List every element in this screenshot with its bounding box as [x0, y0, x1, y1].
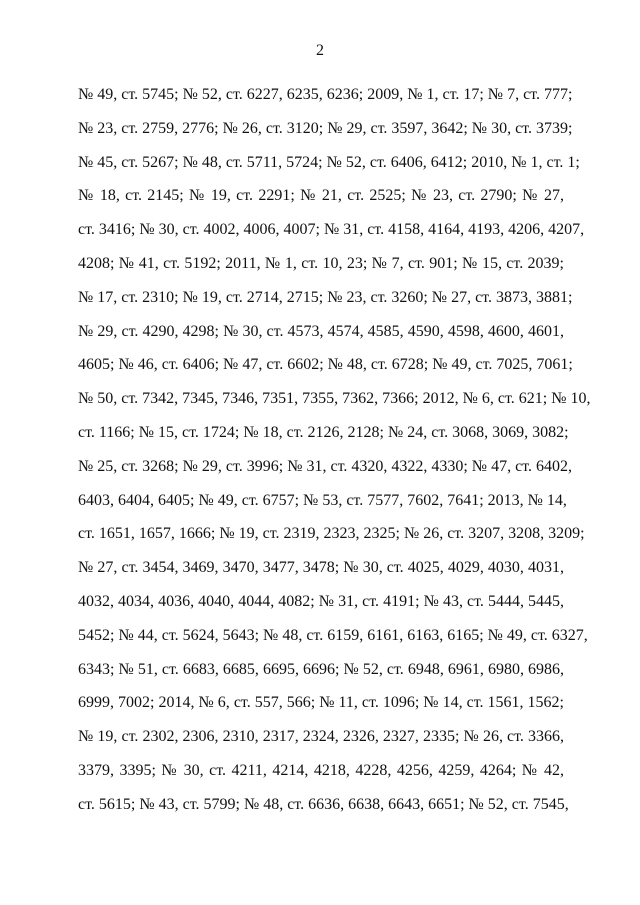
text-line: № 27, ст. 3454, 3469, 3470, 3477, 3478; № 30, ст. 4025, 4029, 4030, 4031,: [78, 559, 564, 577]
text-line: 6999, 7002; 2014, № 6, ст. 557, 566; № 11, ст. 1096; № 14, ст. 1561, 1562;: [78, 694, 564, 712]
text-line: № 23, ст. 2759, 2776; № 26, ст. 3120; № 29, ст. 3597, 3642; № 30, ст. 3739;: [78, 119, 573, 137]
text-line: 6343; № 51, ст. 6683, 6685, 6695, 6696; № 52, ст. 6948, 6961, 6980, 6986,: [78, 660, 564, 678]
text-line: № 17, ст. 2310; № 19, ст. 2714, 2715; № 23, ст. 3260; № 27, ст. 3873, 3881;: [78, 288, 573, 306]
text-line: № 50, ст. 7342, 7345, 7346, 7351, 7355, 7362, 7366; 2012, № 6, ст. 621; № 10,: [78, 390, 591, 408]
page-number: 2: [316, 42, 324, 59]
text-line: № 29, ст. 4290, 4298; № 30, ст. 4573, 4574, 4585, 4590, 4598, 4600, 4601,: [78, 322, 564, 340]
document-body: [78, 85, 591, 829]
text-line: № 19, ст. 2302, 2306, 2310, 2317, 2324, 2326, 2327, 2335; № 26, ст. 3366,: [78, 728, 564, 746]
text-line: № 18, ст. 2145; № 19, ст. 2291; № 21, ст. 2525; № 23, ст. 2790; № 27,: [78, 187, 564, 205]
text-line: ст. 1651, 1657, 1666; № 19, ст. 2319, 2323, 2325; № 26, ст. 3207, 3208, 3209;: [78, 525, 585, 543]
text-line: ст. 5615; № 43, ст. 5799; № 48, ст. 6636, 6638, 6643, 6651; № 52, ст. 7545,: [78, 795, 569, 813]
text-line: 6403, 6404, 6405; № 49, ст. 6757; № 53, ст. 7577, 7602, 7641; 2013, № 14,: [78, 491, 567, 509]
text-line: ст. 1166; № 15, ст. 1724; № 18, ст. 2126, 2128; № 24, ст. 3068, 3069, 3082;: [78, 423, 569, 441]
text-line: 3379, 3395; № 30, ст. 4211, 4214, 4218, 4228, 4256, 4259, 4264; № 42,: [78, 761, 564, 779]
text-line: № 25, ст. 3268; № 29, ст. 3996; № 31, ст. 4320, 4322, 4330; № 47, ст. 6402,: [78, 457, 572, 475]
text-line: 4605; № 46, ст. 6406; № 47, ст. 6602; № 48, ст. 6728; № 49, ст. 7025, 7061;: [78, 356, 573, 374]
text-line: 5452; № 44, ст. 5624, 5643; № 48, ст. 6159, 6161, 6163, 6165; № 49, ст. 6327,: [78, 626, 588, 644]
text-line: ст. 3416; № 30, ст. 4002, 4006, 4007; № 31, ст. 4158, 4164, 4193, 4206, 4207,: [78, 221, 585, 239]
text-line: 4208; № 41, ст. 5192; 2011, № 1, ст. 10, 23; № 7, ст. 901; № 15, ст. 2039;: [78, 254, 564, 272]
text-line: № 49, ст. 5745; № 52, ст. 6227, 6235, 6236; 2009, № 1, ст. 17; № 7, ст. 777;: [78, 86, 573, 103]
text-line: № 45, ст. 5267; № 48, ст. 5711, 5724; № 52, ст. 6406, 6412; 2010, № 1, ст. 1;: [78, 153, 580, 171]
text-line: 4032, 4034, 4036, 4040, 4044, 4082; № 31, ст. 4191; № 43, ст. 5444, 5445,: [78, 592, 564, 610]
